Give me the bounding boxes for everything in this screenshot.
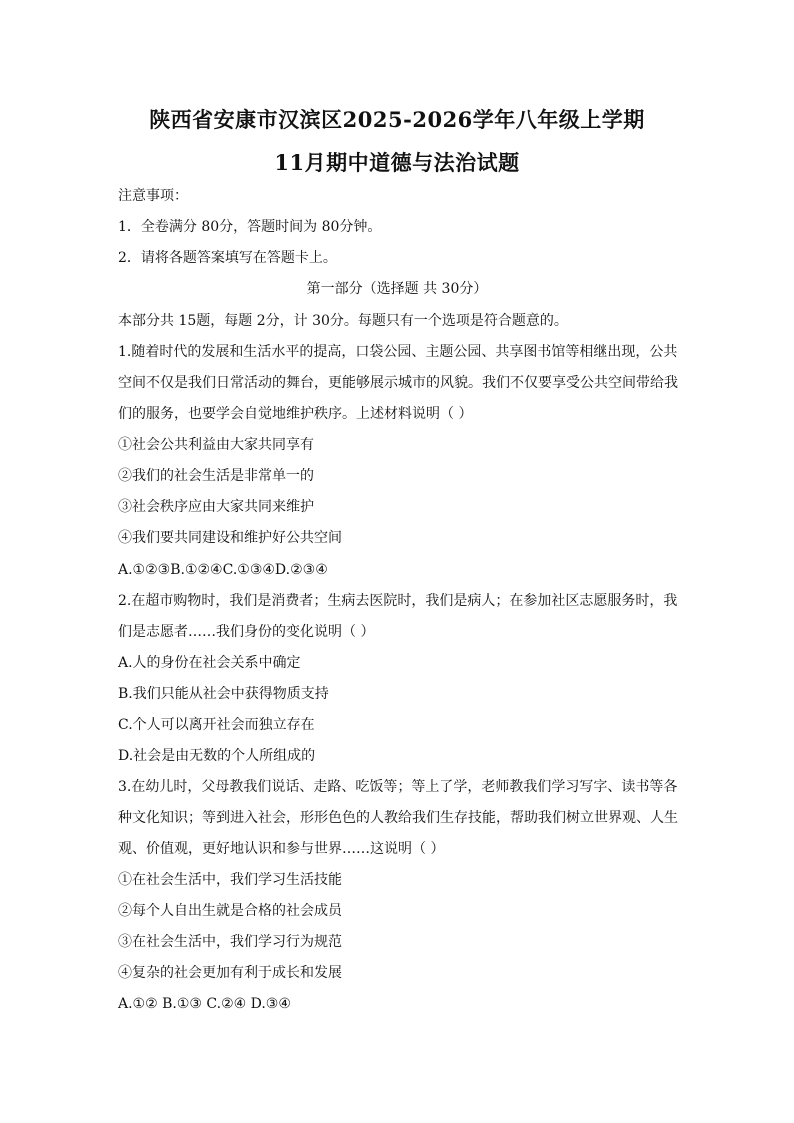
q3-stem-line-2: 种文化知识；等到进入社会，形形色色的人教给我们生存技能，帮助我们树立世界观、人生	[118, 810, 678, 826]
note-item-2: 2．请将各题答案填写在答题卡上。	[118, 250, 337, 266]
q1-answer-choices: A.①②③B.①②④C.①③④D.②③④	[118, 562, 328, 578]
q1-stem-line-3: 们的服务，也要学会自觉地维护秩序。上述材料说明（ ）	[118, 406, 473, 422]
part-one-instruction: 本部分共 15题，每题 2分，计 30分。每题只有一个选项是符合题意的。	[118, 313, 568, 329]
notes-heading: 注意事项：	[118, 188, 188, 204]
q1-statement-3: ③社会秩序应由大家共同来维护	[118, 499, 314, 515]
q2-option-c: C.个人可以离开社会而独立存在	[118, 717, 315, 733]
q1-stem-line-1: 1.随着时代的发展和生活水平的提高，口袋公园、主题公园、共享图书馆等相继出现，公共	[118, 344, 678, 360]
q1-stem-line-2: 空间不仅是我们日常活动的舞台，更能够展示城市的风貌。我们不仅要享受公共空间带给我	[118, 375, 678, 391]
q2-option-d: D.社会是由无数的个人所组成的	[118, 748, 316, 764]
exam-title-line-1: 陕西省安康市汉滨区2025-2026学年八年级上学期	[149, 107, 645, 132]
q2-option-b: B.我们只能从社会中获得物质支持	[118, 686, 329, 702]
q3-stem-line-1: 3.在幼儿时，父母教我们说话、走路、吃饭等；等上了学，老师教我们学习写字、读书等各	[118, 779, 678, 795]
q3-statement-2: ②每个人自出生就是合格的社会成员	[118, 903, 342, 919]
note-item-1: 1．全卷满分 80分，答题时间为 80分钟。	[118, 219, 382, 235]
q3-answer-choices: A.①② B.①③ C.②④ D.③④	[118, 996, 291, 1012]
q2-stem-line-1: 2.在超市购物时，我们是消费者；生病去医院时，我们是病人；在参加社区志愿服务时，我	[118, 593, 678, 609]
exam-title-line-2: 11月期中道德与法治试题	[274, 150, 520, 175]
q1-statement-4: ④我们要共同建设和维护好公共空间	[118, 530, 342, 546]
q2-option-a: A.人的身份在社会关系中确定	[118, 655, 301, 671]
q3-statement-3: ③在社会生活中，我们学习行为规范	[118, 934, 342, 950]
q1-statement-2: ②我们的社会生活是非常单一的	[118, 468, 314, 484]
q3-statement-4: ④复杂的社会更加有利于成长和发展	[118, 965, 342, 981]
part-one-heading: 第一部分（选择题 共 30分）	[306, 281, 488, 297]
q3-stem-line-3: 观、价值观，更好地认识和参与世界……这说明（ ）	[118, 841, 445, 857]
q3-statement-1: ①在社会生活中，我们学习生活技能	[118, 872, 342, 888]
q1-statement-1: ①社会公共利益由大家共同享有	[118, 437, 314, 453]
q2-stem-line-2: 们是志愿者……我们身份的变化说明（ ）	[118, 624, 375, 640]
